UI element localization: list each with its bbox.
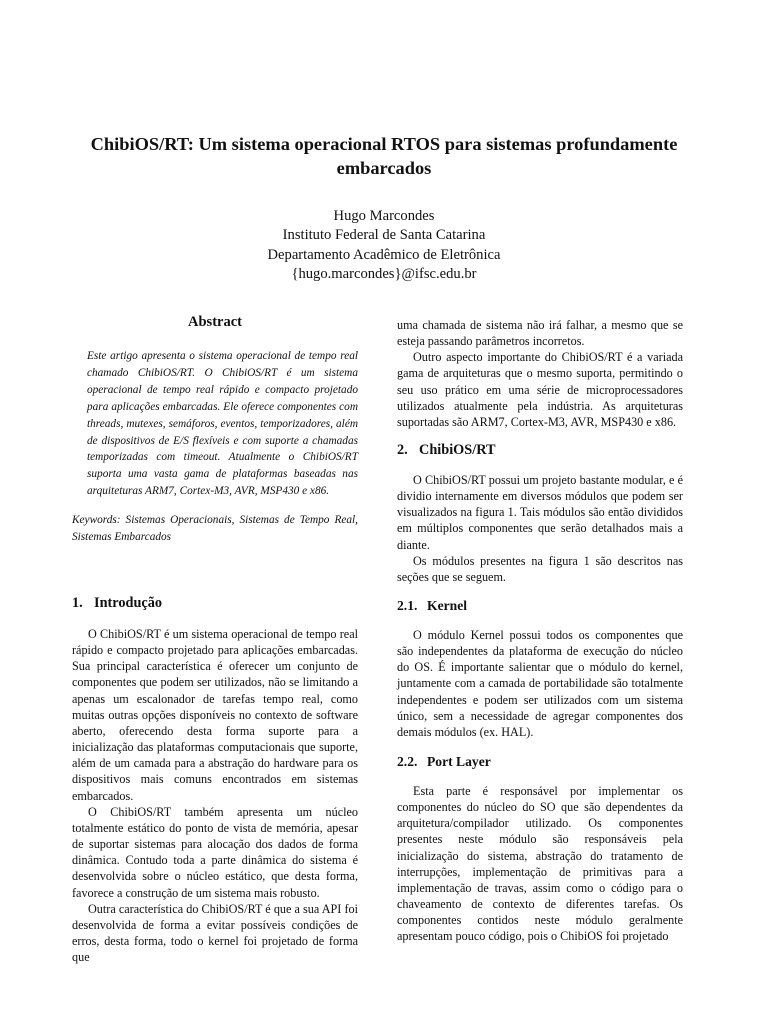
- author-name: Hugo Marcondes: [333, 208, 435, 224]
- author-department: Departamento Acadêmico de Eletrônica: [267, 246, 501, 263]
- abstract-heading: Abstract: [188, 314, 242, 330]
- left-column: [72, 0, 358, 1024]
- port-body: [397, 783, 683, 945]
- subsection-number: 2.1.: [397, 598, 418, 613]
- subsection-number: 2.2.: [397, 754, 418, 769]
- keywords: Keywords: Sistemas Operacionais, Sistemas de Tempo Real, Sistemas Embarcados: [72, 514, 358, 543]
- abstract-text: [87, 348, 358, 500]
- kernel-body: [397, 627, 683, 740]
- subsection-heading-port-layer: [397, 753, 683, 771]
- paragraph: O ChibiOS/RT é um sistema operacional de tempo real rápido e compacto projetado para aplicações embarcadas. Sua principal característica é oferecer um conjunto de componentes que podem ser utilizados, não se limitando a apenas um escalonador de tarefas tempo real, como muitas outras opções disponíveis no contexto de software aberto, oferecendo desta forma suporte para a inicialização das plataformas computacionais que suporte, além de um camada para a abstração do hardware para os dispositivos mais comuns encontrados em sistemas embarcados.: [72, 627, 358, 803]
- paragraph: O ChibiOS/RT possui um projeto bastante modular, e é dividio internamente em diversos módulos que podem ser visualizados na figura 1. Tais módulos são então divididos em múltiplos componentes que serão detalhados mais a diante.: [397, 473, 683, 552]
- section-heading-chibios: [397, 441, 683, 459]
- section-title: Introdução: [94, 595, 163, 611]
- subsection-title: Kernel: [427, 598, 468, 613]
- chibios-body: [397, 472, 683, 585]
- paragraph: O ChibiOS/RT também apresenta um núcleo totalmente estático do ponto de vista de memória, apesar de suportar sistemas para alocação dos dados de forma dinâmica. Contudo toda a parte dinâmica do sistema é desenvolvida sobre o núcleo estático, que desta forma, favorece a construção de um sistema mais robusto.: [72, 804, 358, 900]
- subsection-heading-kernel: [397, 597, 683, 615]
- paragraph: Os módulos presentes na figura 1 são descritos nas seções que se seguem.: [397, 553, 683, 584]
- intro-body-continued: [397, 317, 683, 430]
- section-heading-introducao: [72, 594, 358, 612]
- paragraph: uma chamada de sistema não irá falhar, a mesmo que se esteja passando parâmetros incorretos.: [397, 318, 683, 349]
- paragraph: Esta parte é responsável por implementar os componentes do núcleo do SO que são dependentes da arquitetura/compilador utilizado. Os componentes presentes neste módulo são responsáveis pela inicialização do sistema, abstração do tratamento de interrupções, implementação de primitivas para a implementação de travas, assim como o código para o chaveamento de contexto de diferentes tarefas. Os componentes contidos neste módulo geralmente apresentam pouco código, pois o ChibiOS foi projetado: [397, 784, 683, 944]
- section-number: 1.: [72, 595, 83, 611]
- section-title: ChibiOS/RT: [419, 442, 496, 458]
- paragraph: O módulo Kernel possui todos os componentes que são independentes da plataforma de execução do núcleo do OS. É importante salientar que o módulo do kernel, juntamente com a camada de portabilidade são totalmente independentes e podem ser utilizados com um sistema único, sem a necessidade de agregar componentes dos demais módulos (ex. HAL).: [397, 628, 683, 739]
- paper-title: ChibiOS/RT: Um sistema operacional RTOS para sistemas profundamente embarcados: [90, 134, 678, 178]
- section-number: 2.: [397, 442, 408, 458]
- subsection-title: Port Layer: [427, 754, 491, 769]
- paragraph: Outro aspecto importante do ChibiOS/RT é a variada gama de arquiteturas que o mesmo suporta, permitindo o seu uso prático em uma série de microprocessadores utilizados atualmente pela indústria. As arquiteturas suportadas são ARM7, Cortex-M3, AVR, MSP430 e x86.: [397, 350, 683, 429]
- author-email: {hugo.marcondes}@ifsc.edu.br: [291, 266, 477, 283]
- intro-body: [72, 626, 358, 965]
- paragraph: Outra característica do ChibiOS/RT é que a sua API foi desenvolvida de forma a evitar possíveis condições de erros, desta forma, todo o kernel foi projetado de forma que: [72, 901, 358, 965]
- author-institution: Instituto Federal de Santa Catarina: [282, 227, 486, 244]
- abstract-paragraph: Este artigo apresenta o sistema operacional de tempo real chamado ChibiOS/RT. O ChibiOS/RT é um sistema operacional de tempo real rápido e compacto projetado para aplicações embarcadas. Ele oferece componentes com threads, mutexes, semáforos, eventos, temporizadores, além de dispositivos de E/S flexíveis e com suporte a chamadas temporizadas com timeout. Atualmente o ChibiOS/RT suporta uma vasta gama de plataformas baseadas nas arquiteturas ARM7, Cortex-M3, AVR, MSP430 e x86.: [87, 350, 358, 498]
- right-column: [397, 0, 683, 1024]
